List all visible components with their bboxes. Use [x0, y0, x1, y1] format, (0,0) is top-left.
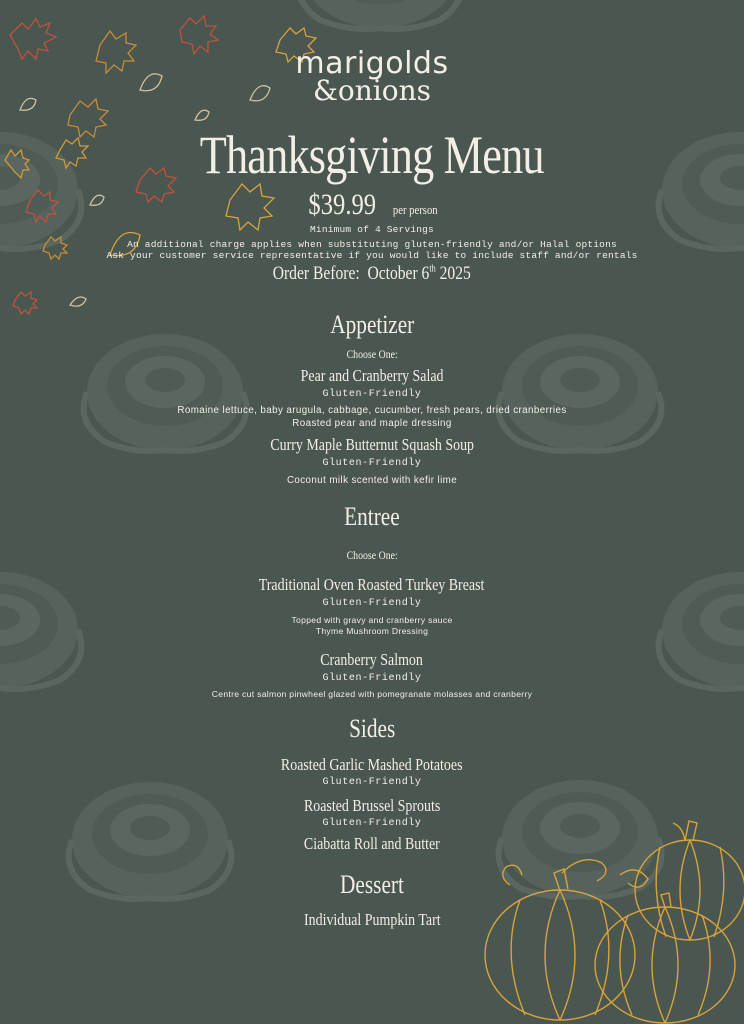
order-before-suffix: th — [429, 263, 436, 275]
note-substitution: An additional charge applies when substituting gluten-friendly and/or Halal options — [127, 239, 617, 250]
price-amount: $39.99 — [308, 188, 377, 221]
menu-item-name: Roasted Brussel Sprouts — [303, 796, 441, 815]
gluten-friendly-tag: Gluten-Friendly — [322, 458, 422, 469]
section-heading-sides: Sides — [348, 714, 396, 743]
section-heading-appetizer: Appetizer — [329, 310, 415, 339]
menu-item-description: Thyme Mushroom Dressing — [315, 626, 429, 636]
price-unit: per person — [392, 202, 438, 217]
menu-item-name: Pear and Cranberry Salad — [300, 366, 444, 385]
section-heading-dessert: Dessert — [340, 870, 404, 899]
menu-item-description: Roasted pear and maple dressing — [292, 418, 452, 429]
order-before-year: 2025 — [439, 263, 472, 284]
gluten-friendly-tag: Gluten-Friendly — [322, 818, 422, 829]
menu-item-description: Centre cut salmon pinwheel glazed with pomegranate molasses and cranberry — [211, 689, 533, 699]
gluten-friendly-tag: Gluten-Friendly — [322, 389, 422, 400]
menu-item-description: Topped with gravy and cranberry sauce — [291, 615, 453, 625]
gluten-friendly-tag: Gluten-Friendly — [322, 673, 422, 684]
menu-item-description: Coconut milk scented with kefir lime — [286, 475, 458, 486]
page-title: Thanksgiving Menu — [200, 125, 544, 185]
menu-item-name: Cranberry Salmon — [320, 650, 424, 669]
entree-choose-one: Choose One: — [346, 548, 398, 562]
brand-logo-line1: marigolds — [295, 46, 449, 81]
menu-item-name: Traditional Oven Roasted Turkey Breast — [259, 575, 485, 594]
minimum-servings: Minimum of 4 Servings — [310, 224, 434, 235]
menu-item-name: Ciabatta Roll and Butter — [304, 834, 440, 853]
order-before-label: Order Before: — [272, 263, 360, 284]
menu-item-name: Curry Maple Butternut Squash Soup — [270, 435, 474, 454]
order-before-date: October 6 — [367, 263, 430, 284]
menu-item-name: Individual Pumpkin Tart — [303, 910, 441, 929]
note-staff-rentals: Ask your customer service representative if you would like to include staff and/or rentals — [106, 250, 638, 261]
brand-logo-line2: &onions — [312, 74, 432, 107]
order-before — [0, 263, 744, 285]
title-block — [0, 124, 744, 186]
gluten-friendly-tag: Gluten-Friendly — [322, 777, 422, 788]
menu-item-name: Roasted Garlic Mashed Potatoes — [281, 755, 463, 774]
appetizer-choose-one: Choose One: — [346, 347, 398, 361]
menu-item-description: Romaine lettuce, baby arugula, cabbage, cucumber, fresh pears, dried cranberries — [177, 405, 567, 416]
gluten-friendly-tag: Gluten-Friendly — [322, 598, 422, 609]
price-block — [0, 188, 744, 222]
section-heading-entree: Entree — [344, 502, 400, 531]
